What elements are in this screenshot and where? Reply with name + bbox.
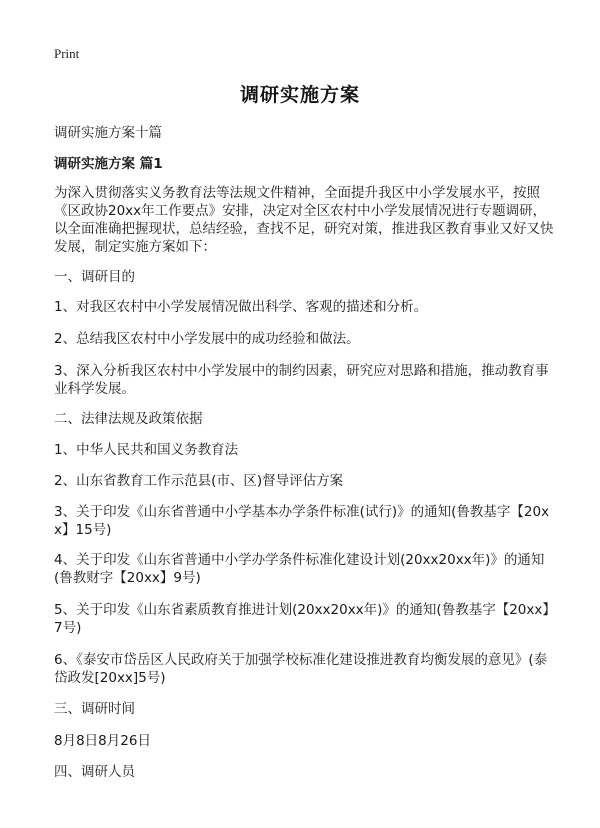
legal-item-5: 5、关于印发《山东省素质教育推进计划(20xx20xx年)》的通知(鲁教基字【20xx】7号) <box>54 602 550 636</box>
print-link[interactable]: Print <box>54 46 80 61</box>
heading-purpose: 一、调研目的 <box>54 269 135 285</box>
heading-personnel: 四、调研人员 <box>54 764 135 780</box>
legal-item-4: 4、关于印发《山东省普通中小学办学条件标准化建设计划(20xx20xx年)》的通知(鲁教财字【20xx】9号) <box>54 552 545 586</box>
heading-time: 三、调研时间 <box>54 701 135 717</box>
intro-paragraph: 为深入贯彻落实义务教育法等法规文件精神，全面提升我区中小学发展水平，按照《区政协20xx年工作要点》安排，决定对全区农村中小学发展情况进行专题调研，以全面准确把握现状，总结经验，查找不足，研究对策，推进我区教育事业又好又快发展，制定实施方案如下： <box>54 185 554 255</box>
subtitle: 调研实施方案十篇 <box>54 125 162 141</box>
legal-item-6: 6、《泰安市岱岳区人民政府关于加强学校标准化建设推进教育均衡发展的意见》(泰岱政发[20xx]5号) <box>54 652 548 686</box>
purpose-item-2: 2、总结我区农村中小学发展中的成功经验和做法。 <box>54 331 360 347</box>
heading-legal-basis: 二、法律法规及政策依据 <box>54 411 203 427</box>
legal-item-3: 3、关于印发《山东省普通中小学基本办学条件标准(试行)》的通知(鲁教基字【20xx】15号) <box>54 504 550 538</box>
section-heading: 调研实施方案 篇1 <box>54 156 163 172</box>
purpose-item-3: 3、深入分析我区农村中小学发展中的制约因素，研究应对思路和措施，推动教育事业科学发展。 <box>54 363 549 397</box>
legal-item-1: 1、中华人民共和国义务教育法 <box>54 442 239 458</box>
legal-item-2: 2、山东省教育工作示范县(市、区)督导评估方案 <box>54 473 344 489</box>
time-value: 8月8日8月26日 <box>54 733 151 749</box>
purpose-item-1: 1、对我区农村中小学发展情况做出科学、客观的描述和分析。 <box>54 299 428 315</box>
page-title: 调研实施方案 <box>239 84 360 106</box>
